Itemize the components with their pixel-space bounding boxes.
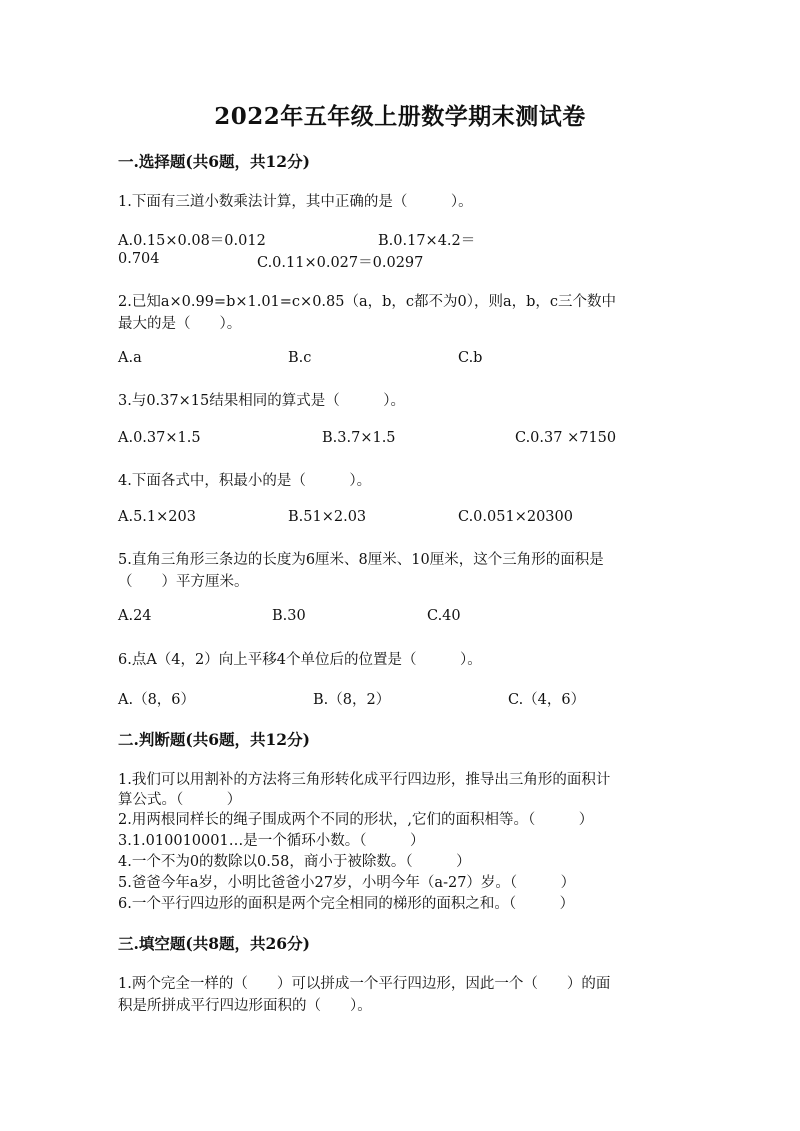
question-5-option-b: B.30 xyxy=(272,608,306,624)
judge-2: 2.用两根同样长的绳子围成两个不同的形状，,它们的面积相等。（ ） xyxy=(118,812,594,828)
question-4-stem: 4.下面各式中，积最小的是（ ）。 xyxy=(118,473,372,489)
question-5-option-c: C.40 xyxy=(427,608,461,624)
judge-6: 6.一个平行四边形的面积是两个完全相同的梯形的面积之和。（ ） xyxy=(118,896,575,912)
question-2-option-c: C.b xyxy=(458,350,483,366)
fill-1-line-2: 积是所拼成平行四边形面积的（ ）。 xyxy=(118,998,372,1014)
question-4-option-b: B.51×2.03 xyxy=(288,509,367,525)
question-2-option-a: A.a xyxy=(118,350,142,366)
section-heading-judge: 二.判断题(共6题，共12分) xyxy=(118,730,310,749)
question-1-option-b-continued: 0.704 xyxy=(118,251,160,267)
question-6-stem: 6.点A（4，2）向上平移4个单位后的位置是（ ）。 xyxy=(118,652,482,668)
section-heading-fill: 三.填空题(共8题，共26分) xyxy=(118,934,310,953)
judge-5: 5.爸爸今年a岁，小明比爸爸小27岁，小明今年（a-27）岁。（ ） xyxy=(118,875,576,891)
question-3-option-b: B.3.7×1.5 xyxy=(322,430,396,446)
page-title: 2022年五年级上册数学期末测试卷 xyxy=(214,103,586,130)
judge-1-line-2: 算公式。（ ） xyxy=(118,792,242,808)
question-3-stem: 3.与0.37×15结果相同的算式是（ ）。 xyxy=(118,393,405,409)
fill-1-line-1: 1.两个完全一样的（ ）可以拼成一个平行四边形，因此一个（ ）的面 xyxy=(118,976,611,992)
question-1-stem: 1.下面有三道小数乘法计算，其中正确的是（ ）。 xyxy=(118,194,473,210)
section-heading-choice: 一.选择题(共6题，共12分) xyxy=(118,152,310,171)
judge-1-line-1: 1.我们可以用割补的方法将三角形转化成平行四边形，推导出三角形的面积计 xyxy=(118,772,611,788)
question-1-option-b: B.0.17×4.2＝ xyxy=(378,233,476,249)
judge-4: 4.一个不为0的数除以0.58，商小于被除数。（ ） xyxy=(118,854,471,870)
question-5-stem-line-1: 5.直角三角形三条边的长度为6厘米、8厘米、10厘米，这个三角形的面积是 xyxy=(118,552,604,568)
question-3-option-a: A.0.37×1.5 xyxy=(118,430,201,446)
question-2-stem-line-2: 最大的是（ ）。 xyxy=(118,316,242,332)
question-5-option-a: A.24 xyxy=(118,608,152,624)
question-2-stem-line-1: 2.已知a×0.99=b×1.01=c×0.85（a，b，c都不为0），则a，b，c三个数中 xyxy=(118,294,617,310)
question-6-option-a: A.（8，6） xyxy=(118,692,196,708)
question-2-option-b: B.c xyxy=(288,350,312,366)
question-6-option-c: C.（4，6） xyxy=(508,692,586,708)
question-4-option-c: C.0.051×20300 xyxy=(458,509,573,525)
question-1-option-a: A.0.15×0.08＝0.012 xyxy=(118,233,266,249)
question-1-option-c: C.0.11×0.027＝0.0297 xyxy=(257,255,424,271)
question-4-option-a: A.5.1×203 xyxy=(118,509,196,525)
question-6-option-b: B.（8，2） xyxy=(313,692,391,708)
question-5-stem-line-2: （ ）平方厘米。 xyxy=(118,574,249,590)
judge-3: 3.1.010010001…是一个循环小数。（ ） xyxy=(118,833,425,849)
question-3-option-c: C.0.37 ×7150 xyxy=(515,430,617,446)
